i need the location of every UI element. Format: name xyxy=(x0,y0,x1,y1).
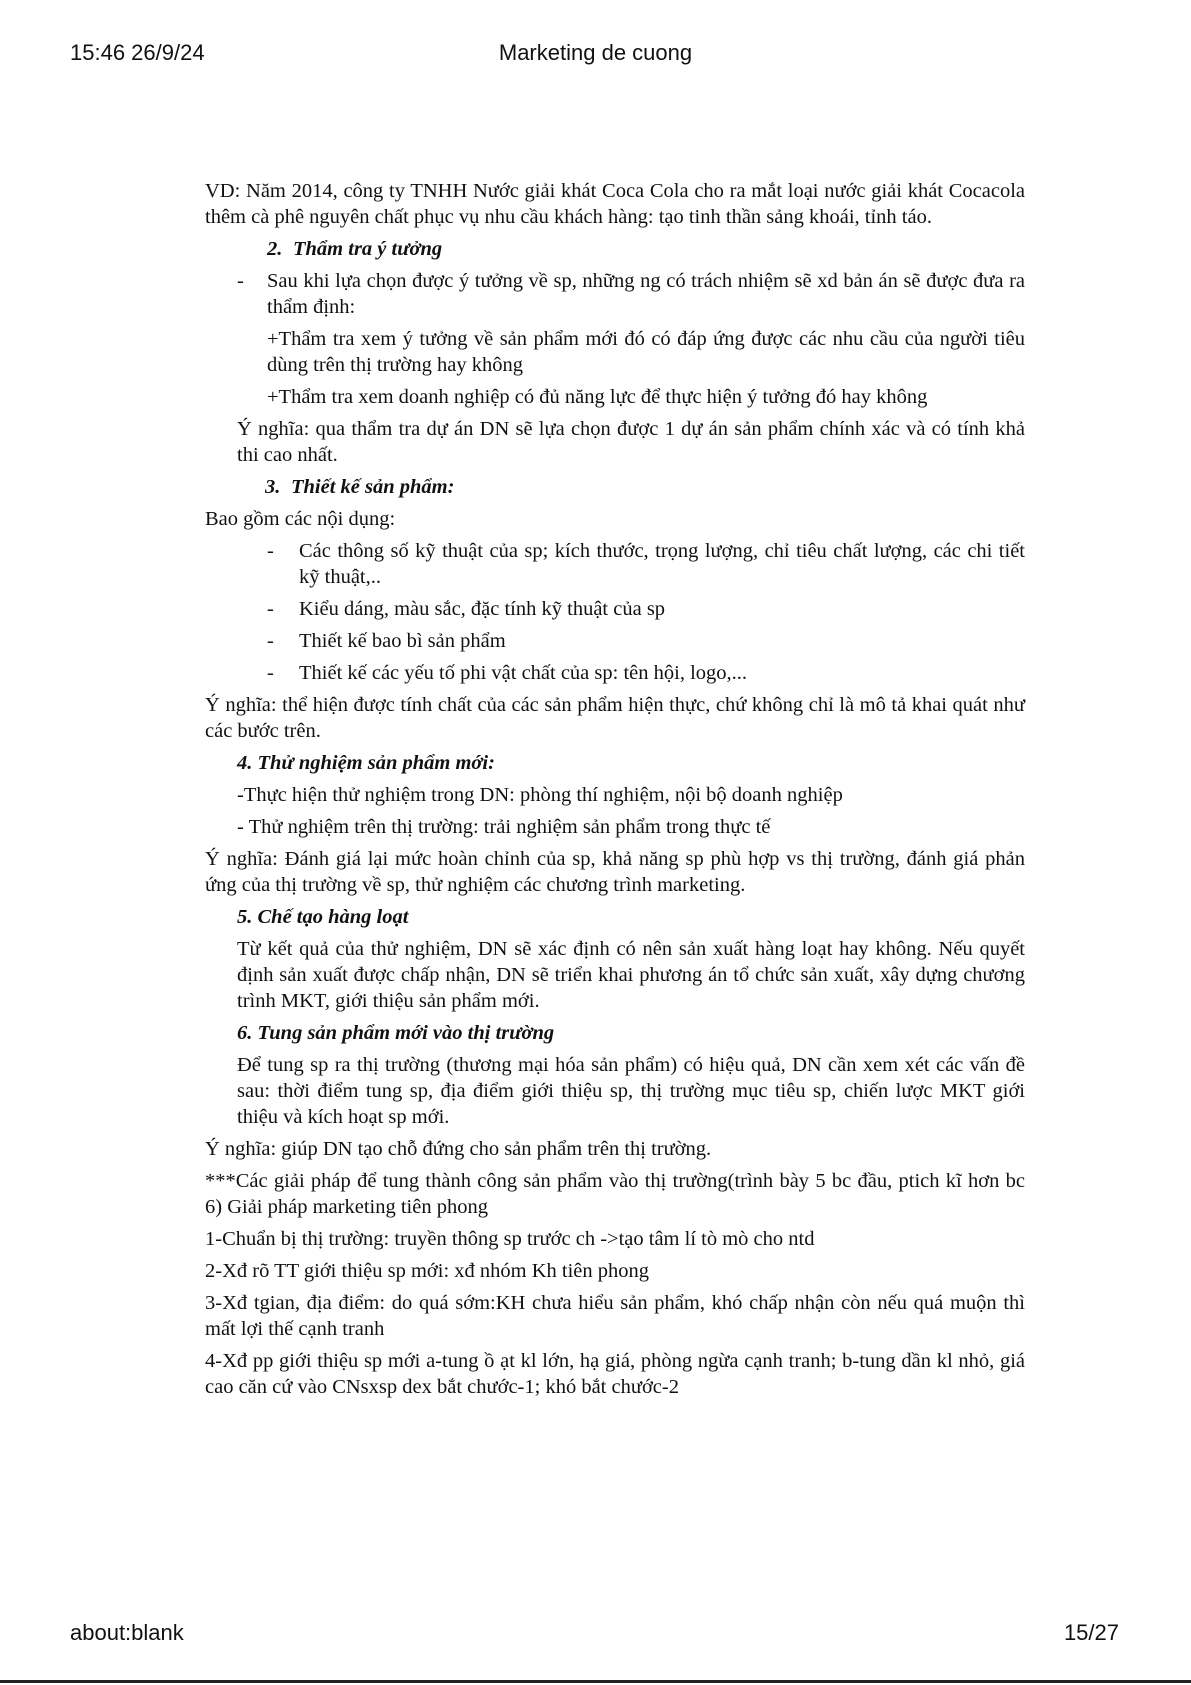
paragraph-solutions: ***Các giải pháp để tung thành công sản phẩm vào thị trường(trình bày 5 bc đầu, ptich kĩ hơn bc 6) Giải pháp marketing tiên phong xyxy=(205,1170,1025,1218)
paragraph-test-market: - Thử nghiệm trên thị trường: trải nghiệm sản phẩm trong thực tế xyxy=(237,816,771,838)
paragraph-meaning-3: Ý nghĩa: Đánh giá lại mức hoàn chỉnh của sp, khả năng sp phù hợp vs thị trường, đánh giá phản ứng của thị trường về sp, thử nghiệm các chương trình marketing. xyxy=(205,848,1025,896)
heading-text: Thiết kế sản phẩm: xyxy=(291,476,455,498)
heading-step-6: 6. Tung sản phẩm mới vào thị trường xyxy=(237,1022,555,1044)
heading-step-3 xyxy=(205,474,1025,500)
heading-number: 2. xyxy=(267,238,283,260)
solution-item-4: 4-Xđ pp giới thiệu sp mới a-tung ồ ạt kl lớn, hạ giá, phòng ngừa cạnh tranh; b-tung dần kl nhỏ, giá cao căn cứ vào CNsxsp dex bắt chước-1; khó bắt chước-2 xyxy=(205,1350,1025,1398)
page-url: about:blank xyxy=(70,1620,184,1645)
solution-item-3: 3-Xđ tgian, địa điểm: do quá sớm:KH chưa hiểu sản phẩm, khó chấp nhận còn nếu quá muộn thì mất lợi thế cạnh tranh xyxy=(205,1292,1025,1340)
paragraph-example: VD: Năm 2014, công ty TNHH Nước giải khát Coca Cola cho ra mắt loại nước giải khát Cocacola thêm cà phê nguyên chất phục vụ nhu cầu khách hàng: tạo tinh thần sảng khoái, tỉnh táo. xyxy=(205,180,1025,228)
heading-step-4: 4. Thử nghiệm sản phẩm mới: xyxy=(237,752,495,774)
paragraph-review-1: +Thẩm tra xem ý tưởng về sản phẩm mới đó có đáp ứng được các nhu cầu của người tiêu dùng trên thị trường hay không xyxy=(267,328,1025,376)
bottom-divider xyxy=(0,1680,1191,1683)
heading-text: Thẩm tra ý tưởng xyxy=(293,238,443,260)
bullet-item: - Kiểu dáng, màu sắc, đặc tính kỹ thuật của sp xyxy=(267,598,666,620)
bullet-item: - Thiết kế các yếu tố phi vật chất của sp: tên hội, logo,... xyxy=(267,662,748,684)
bullet-item: - Thiết kế bao bì sản phẩm xyxy=(267,630,506,652)
paragraph-launch: Để tung sp ra thị trường (thương mại hóa sản phẩm) có hiệu quả, DN cần xem xét các vấn đề sau: thời điểm tung sp, địa điểm giới thiệu sp, thị trường mục tiêu sp, chiến lược MKT giới thiệu và kích hoạt sp mới. xyxy=(237,1054,1025,1128)
heading-step-5: 5. Chế tạo hàng loạt xyxy=(237,906,409,928)
solution-item-2: 2-Xđ rõ TT giới thiệu sp mới: xđ nhóm Kh tiên phong xyxy=(205,1260,650,1282)
paragraph-meaning-1: Ý nghĩa: qua thẩm tra dự án DN sẽ lựa chọn được 1 dự án sản phẩm chính xác và có tính khả thi cao nhất. xyxy=(237,418,1025,466)
bullet-item: - Sau khi lựa chọn được ý tưởng về sp, những ng có trách nhiệm sẽ xd bản án sẽ được đưa ra thẩm định: xyxy=(237,270,1025,318)
print-datetime: 15:46 26/9/24 xyxy=(70,40,205,65)
bullet-item: - Các thông số kỹ thuật của sp; kích thước, trọng lượng, chỉ tiêu chất lượng, các chi tiết kỹ thuật,.. xyxy=(267,540,1025,588)
page-content xyxy=(205,178,1025,1406)
heading-number: 3. xyxy=(265,476,281,498)
paragraph-mass-production: Từ kết quả của thử nghiệm, DN sẽ xác định có nên sản xuất hàng loạt hay không. Nếu quyết định sản xuất được chấp nhận, DN sẽ triển khai phương án tổ chức sản xuất, xây dựng chương trình MKT, giới thiệu sản phẩm mới. xyxy=(237,938,1025,1012)
paragraph-test-internal: -Thực hiện thử nghiệm trong DN: phòng thí nghiệm, nội bộ doanh nghiệp xyxy=(237,784,843,806)
paragraph-review-2: +Thẩm tra xem doanh nghiệp có đủ năng lực để thực hiện ý tưởng đó hay không xyxy=(267,386,928,408)
paragraph-meaning-4: Ý nghĩa: giúp DN tạo chỗ đứng cho sản phẩm trên thị trường. xyxy=(205,1138,712,1160)
solution-item-1: 1-Chuẩn bị thị trường: truyền thông sp trước ch ->tạo tâm lí tò mò cho ntd xyxy=(205,1228,815,1250)
document-title: Marketing de cuong xyxy=(498,40,693,65)
page-number: 15/27 xyxy=(1063,1620,1119,1645)
paragraph-includes: Bao gồm các nội dụng: xyxy=(205,508,396,530)
heading-step-2 xyxy=(205,236,1025,262)
paragraph-meaning-2: Ý nghĩa: thể hiện được tính chất của các sản phẩm hiện thực, chứ không chỉ là mô tả khai quát như các bước trên. xyxy=(205,694,1025,742)
